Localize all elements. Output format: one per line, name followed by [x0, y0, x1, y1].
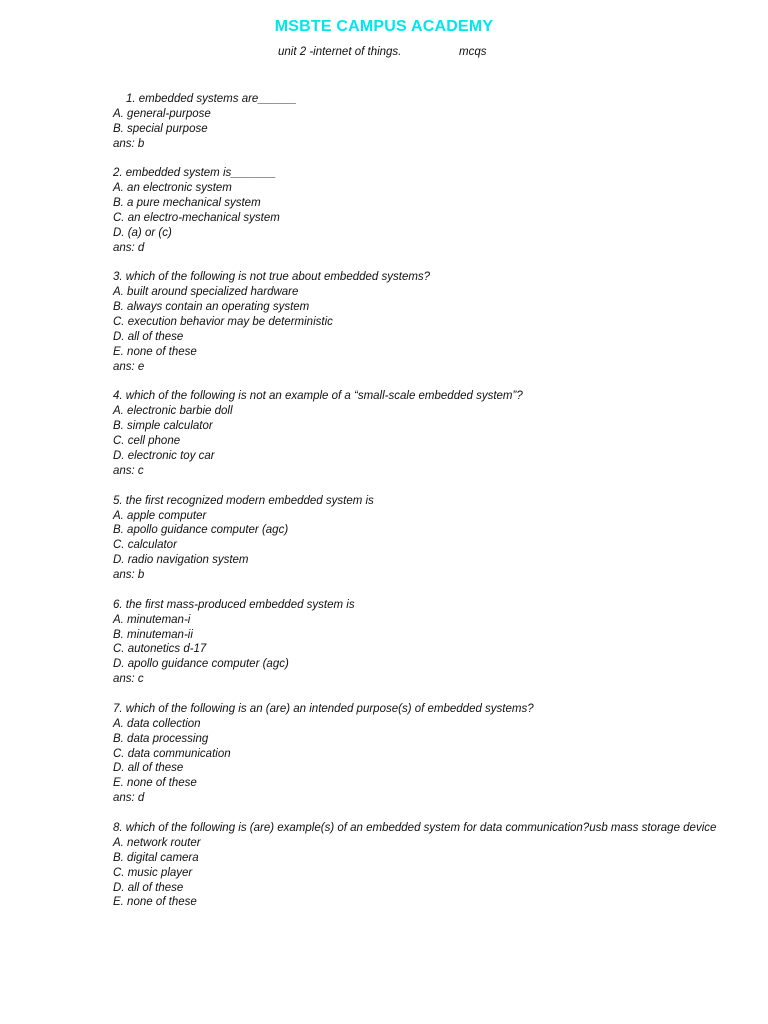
question-block [113, 598, 733, 687]
answer-key: ans: c [113, 673, 144, 686]
answer-option: D. all of these [113, 331, 184, 344]
answer-key: ans: d [113, 241, 145, 254]
answer-option: B. always contain an operating system [113, 301, 310, 314]
answer-option: D. apollo guidance computer (agc) [113, 658, 289, 671]
answer-option: A. data collection [113, 717, 201, 730]
question-text: 4. which of the following is not an example of a “small-scale embedded system”? [113, 390, 523, 403]
question-block [113, 389, 733, 478]
answer-option: B. simple calculator [113, 420, 213, 433]
answer-key: ans: b [113, 137, 145, 150]
question-block [113, 92, 733, 152]
answer-key: ans: c [113, 465, 144, 477]
answer-key: ans: e [113, 360, 145, 373]
answer-option: D. (a) or (c) [113, 226, 172, 239]
answer-option: C. execution behavior may be deterministic [113, 316, 333, 329]
subtitle-unit: unit 2 -internet of things. [278, 46, 402, 58]
answer-option: C. an electro-mechanical system [113, 212, 280, 225]
answer-option: A. apple computer [113, 509, 207, 522]
question-text: 1. embedded systems are______ [126, 93, 297, 105]
question-text: 2. embedded system is_______ [113, 167, 277, 180]
page-title: MSBTE CAMPUS ACADEMY [274, 18, 494, 35]
answer-option: B. data processing [113, 732, 209, 745]
answer-option: A. an electronic system [113, 182, 232, 195]
answer-option: B. apollo guidance computer (agc) [113, 524, 289, 537]
answer-option: E. none of these [113, 896, 197, 909]
answer-option: D. all of these [113, 762, 184, 775]
answer-option: A. network router [113, 836, 201, 849]
answer-option: A. built around specialized hardware [113, 286, 299, 299]
question-block [113, 270, 733, 374]
question-block [113, 821, 733, 910]
answer-option: C. music player [113, 866, 193, 879]
answer-option: D. electronic toy car [113, 450, 215, 463]
question-text: 6. the first mass-produced embedded system is [113, 598, 355, 611]
answer-key: ans: d [113, 792, 145, 805]
subtitle-mcqs: mcqs [459, 46, 487, 58]
answer-option: E. none of these [113, 345, 197, 358]
question-text: 7. which of the following is an (are) an intended purpose(s) of embedded systems? [113, 702, 534, 715]
question-list [113, 92, 733, 925]
answer-option: C. autonetics d-17 [113, 643, 207, 656]
answer-option: E. none of these [113, 777, 197, 790]
answer-option: C. calculator [113, 539, 177, 552]
question-block [113, 702, 733, 806]
answer-option: A. electronic barbie doll [113, 405, 233, 418]
page-subtitle [278, 46, 487, 58]
question-text: 3. which of the following is not true about embedded systems? [113, 271, 431, 284]
answer-option: B. special purpose [113, 122, 208, 135]
answer-option: A. minuteman-i [113, 613, 191, 626]
question-block [113, 166, 733, 255]
answer-option: B. minuteman-ii [113, 628, 193, 641]
question-text: 8. which of the following is (are) example(s) of an embedded system for data communication?usb mass storage device [113, 821, 717, 834]
question-text: 5. the first recognized modern embedded system is [113, 494, 374, 507]
question-block [113, 494, 733, 583]
answer-option: B. digital camera [113, 851, 199, 864]
answer-option: C. cell phone [113, 435, 181, 448]
answer-option: B. a pure mechanical system [113, 197, 261, 210]
answer-option: D. radio navigation system [113, 554, 249, 567]
answer-key: ans: b [113, 569, 145, 582]
answer-option: C. data communication [113, 747, 231, 760]
answer-option: A. general-purpose [113, 107, 211, 120]
answer-option: D. all of these [113, 881, 184, 894]
